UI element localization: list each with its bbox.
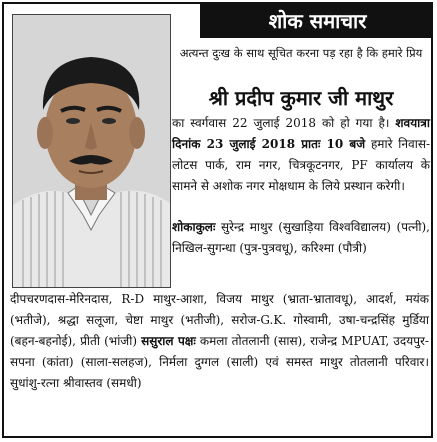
funeral-details: हमारे निवास-लोटस पार्क, राम नगर, चित्रकूटनगर, PF कार्यालय के सामने से अशोक नगर मोक्षधाम के लिये प्रस्थान करेगी। (172, 137, 430, 193)
mourners-label: शोकाकुलः (172, 220, 216, 234)
funeral-label: शवयात्रा दिनांक 23 जुलाई 2018 प्रातः 10 बजे (172, 116, 430, 151)
inlaws-label: ससुराल पक्षः (141, 334, 196, 348)
mourners-side-text: सुरेन्द्र माथुर (सुखाड़िया विश्वविद्यालय) (पत्नी), निखिल-सुगन्धा (पुत्र-पुत्रवधू), करिश्मा (पौत्री) (172, 220, 430, 255)
mourners-side-block (172, 217, 430, 259)
notice-heading: शोक समाचार (200, 4, 433, 38)
intro-text: अत्यन्त दुःख के साथ सूचित करना पड़ रहा है कि हमारे प्रिय (179, 46, 423, 60)
deceased-photo (12, 14, 171, 288)
mourners-relatives-text: दीपचरणदास-मेरिनदास, R-D माथुर-आशा, विजय माथुर (भ्राता-भ्रातावधू), आदर्श, मयंक (भतीजे), श्रद्धा सलूजा, चेष्टा माथुर (भतीजी), सरोज-G.K. गोस्वामी, उषा-चन्द्रसिंह मुर्डिया (बहन-बहनोई), प्रीती (भांजी) (10, 292, 429, 348)
inlaws-text: कमला तोतलानी (सास), राजेन्द्र MPUAT, उदयपुर-सपना (कांता) (साला-सलहज), निर्मला दुग्गल (साली) एवं समस्त माथुर तोतलानी परिवार। सुधांशु-रत्ना श्रीवास्तव (समधी) (10, 334, 429, 390)
death-and-funeral-text (172, 113, 430, 197)
mourners-full-block (10, 289, 429, 394)
death-line: का स्वर्गवास 22 जुलाई 2018 को हो गया है। (172, 116, 390, 130)
deceased-name: श्री प्रदीप कुमार जी माथुर (208, 86, 394, 110)
condolence-notice (2, 2, 433, 438)
